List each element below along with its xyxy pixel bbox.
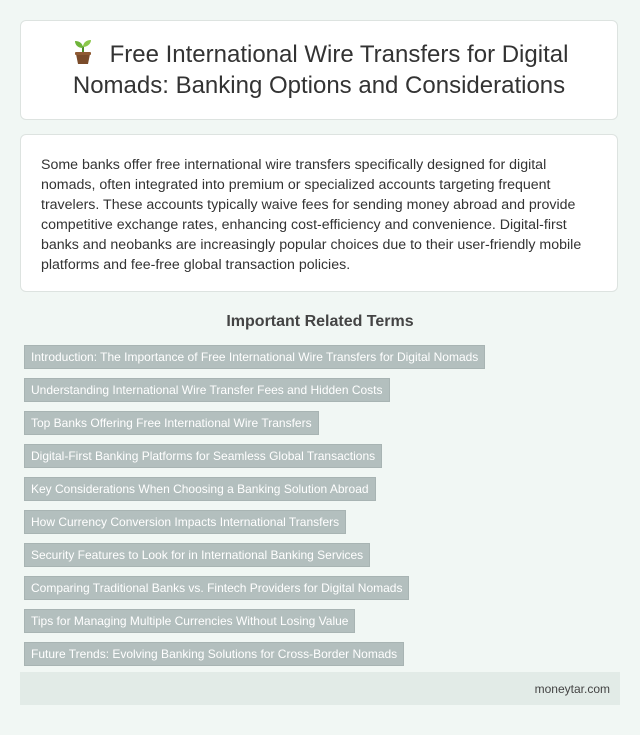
related-term-link[interactable]: Future Trends: Evolving Banking Solutions for Cross-Border Nomads [24, 642, 404, 666]
related-term-link[interactable]: Tips for Managing Multiple Currencies Without Losing Value [24, 609, 355, 633]
related-term-link[interactable]: Understanding International Wire Transfer Fees and Hidden Costs [24, 378, 390, 402]
title-card [20, 20, 618, 120]
related-term-link[interactable]: Comparing Traditional Banks vs. Fintech Providers for Digital Nomads [24, 576, 409, 600]
related-term-link[interactable]: Introduction: The Importance of Free International Wire Transfers for Digital Nomads [24, 345, 485, 369]
related-terms-heading: Important Related Terms [226, 313, 414, 330]
description-text: Some banks offer free international wire transfers specifically designed for digital nomads, often integrated into premium or specialized accounts targeting frequent travelers. These accounts typically waive fees for sending money abroad and provide competitive exchange rates, enhancing cost-efficiency and convenience. Digital-first banks and neobanks are increasingly popular choices due to their user-friendly mobile platforms and fee-free global transaction policies. [41, 157, 582, 273]
related-term-link[interactable]: Security Features to Look for in International Banking Services [24, 543, 370, 567]
related-term-link[interactable]: Key Considerations When Choosing a Banking Solution Abroad [24, 477, 376, 501]
sprout-icon [70, 39, 96, 65]
footer [20, 672, 620, 705]
related-terms-list [24, 345, 616, 675]
related-term-link[interactable]: How Currency Conversion Impacts International Transfers [24, 510, 346, 534]
page-title [21, 39, 617, 101]
footer-site-name: moneytar.com [534, 681, 610, 696]
related-term-link[interactable]: Top Banks Offering Free International Wire Transfers [24, 411, 319, 435]
related-term-link[interactable]: Digital-First Banking Platforms for Seamless Global Transactions [24, 444, 382, 468]
description-card [20, 134, 618, 292]
page-title-text: Free International Wire Transfers for Digital Nomads: Banking Options and Considerations [72, 41, 569, 99]
